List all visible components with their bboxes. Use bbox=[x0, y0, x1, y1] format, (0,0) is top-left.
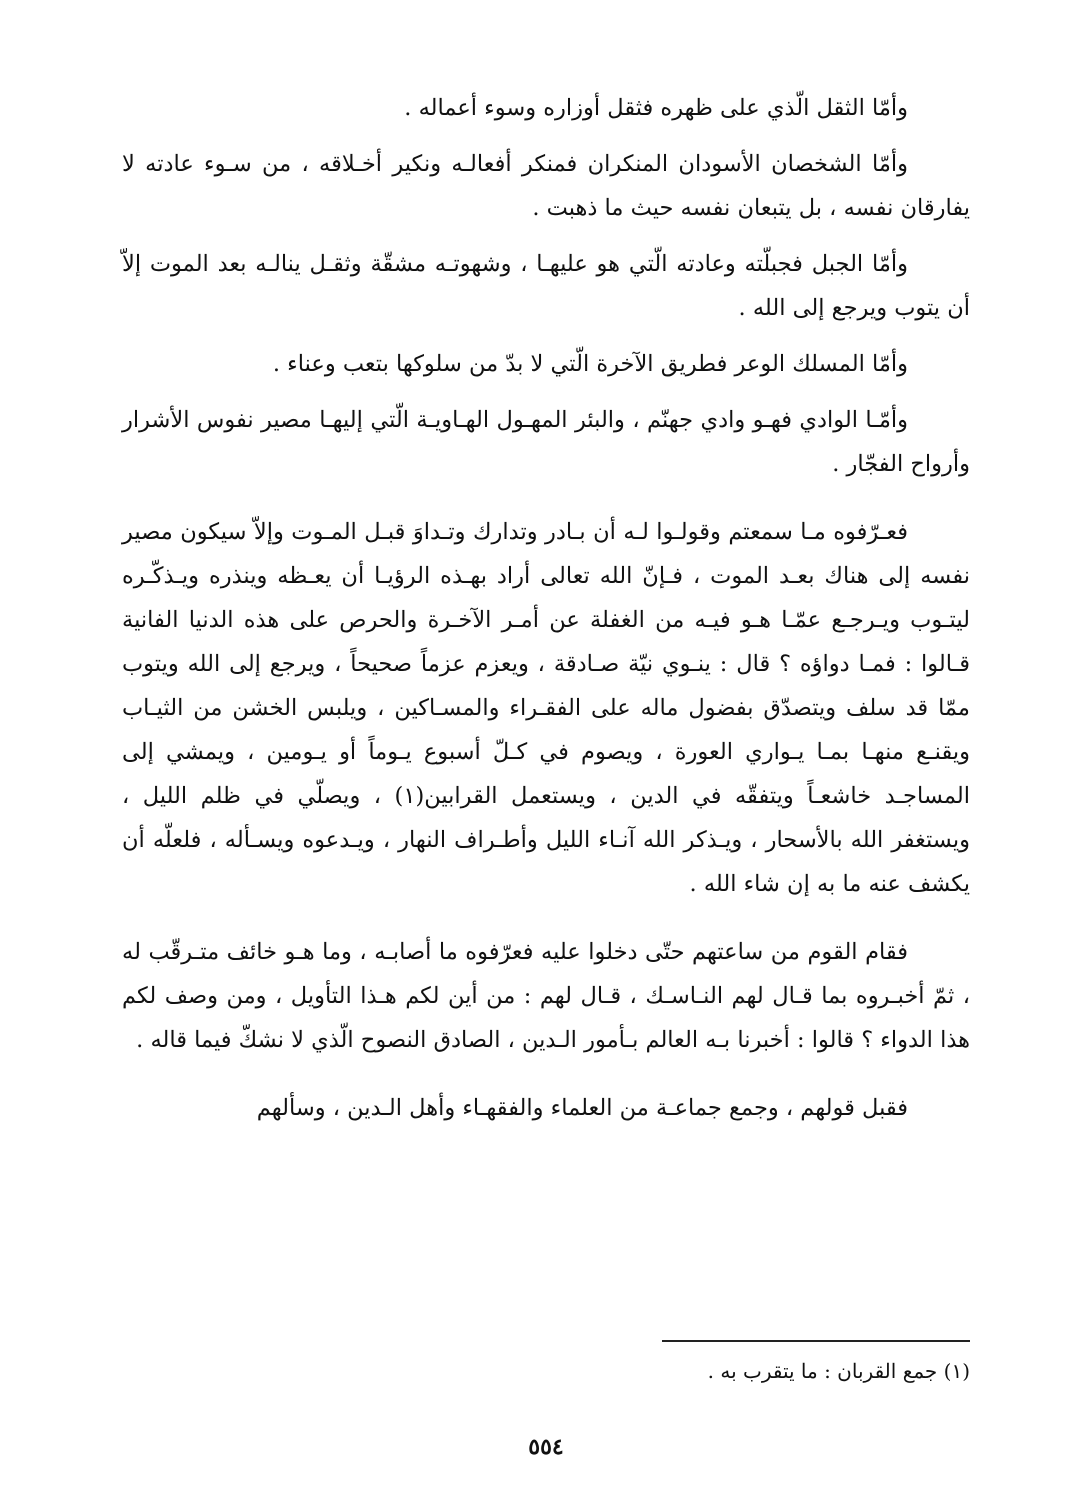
page-number: ٥٥٤ bbox=[528, 1434, 564, 1460]
paragraph-accepted: فقبل قولهم ، وجمع جماعـة من العلماء والفقهـاء وأهل الـدين ، وسألهم bbox=[256, 1095, 908, 1121]
book-page bbox=[122, 86, 970, 1486]
paragraph-people-went: فقام القوم من ساعتهم حتّى دخلوا عليه فعرّفوه ما أصابـه ، وما هـو خائف متـرقّب له ، ثمّ أخبـروه بما قـال لهم النـاسـك ، قـال لهم : من أين لكم هـذا التأويل ، ومن وصف لكم هذا الدواء ؟ قالوا : أخبرنا بـه العالم بـأمور الـدين ، الصادق النصوح الّذي لا نشكّ فيما قاله . bbox=[122, 939, 970, 1053]
footnote: (١) جمع القربان : ما يتقرب به . bbox=[707, 1359, 970, 1383]
paragraph-remedy-part-1: فعـرّفوه مـا سمعتم وقولـوا لـه أن بـادر وتدارك وتـداوَ قبـل المـوت وإلاّ سيكون مصير نفسه إلى هناك بعـد الموت ، فـإنّ الله تعالى أراد بهـذه الرؤيـا أن يعـظه وينذره ويـذكّـره ليتـوب ويـرجـع عمّـا هـو فيـه من الغفلة عن أمـر الآخـرة والحرص على هذه الدنيا الفانية قـالوا : فمـا دواؤه ؟ قال : ينـوي نيّة صـادقة ، ويعزم عزماً صحيحاً ، ويرجع إلى الله ويتوب ممّا قد سلف ويتصدّق بفضول ماله على الفقـراء والمسـاكين ، ويلبس الخشن من الثيـاب ويقنـع منهـا بمـا يـواري العورة ، ويصوم في كـلّ أسبوع يـوماً أو يـومين ، ويمشي إلى المساجـد خاشعـاً ويتفقّه في الدين ، ويستعمل القرابين bbox=[122, 519, 970, 809]
paragraph-remedy-part-2: (١) ، ويصلّي في ظلم الليل ، ويستغفر الله بالأسحار ، ويـذكر الله آنـاء الليل وأطـراف النهار ، ويـدعوه ويسـأله ، فلعلّه أن يكشف عنه ما به إن شاء الله . bbox=[122, 783, 970, 897]
paragraph-two-figures: وأمّا الشخصان الأسودان المنكران فمنكر أفعالـه ونكير أخـلاقه ، من سـوء عادته لا يفارقان نفسه ، بل يتبعان نفسه حيث ما ذهبت . bbox=[122, 151, 970, 221]
paragraph-burden: وأمّا الثقل الّذي على ظهره فثقل أوزاره وسوء أعماله . bbox=[404, 95, 908, 121]
paragraph-mountain: وأمّا الجبل فجبلّته وعادته الّتي هو عليهـا ، وشهوتـه مشقّة وثقـل ينالـه بعد الموت إلاّ أن يتوب ويرجع إلى الله . bbox=[122, 251, 970, 321]
paragraph-remedy bbox=[122, 510, 970, 906]
paragraph-rough-path: وأمّا المسلك الوعر فطريق الآخرة الّتي لا بدّ من سلوكها بتعب وعناء . bbox=[272, 351, 908, 377]
footnote-divider bbox=[662, 1340, 970, 1342]
paragraph-valley: وأمّـا الوادي فهـو وادي جهنّم ، والبئر المهـول الهـاويـة الّتي إليهـا مصير نفوس الأشرار وأرواح الفجّار . bbox=[122, 407, 970, 477]
